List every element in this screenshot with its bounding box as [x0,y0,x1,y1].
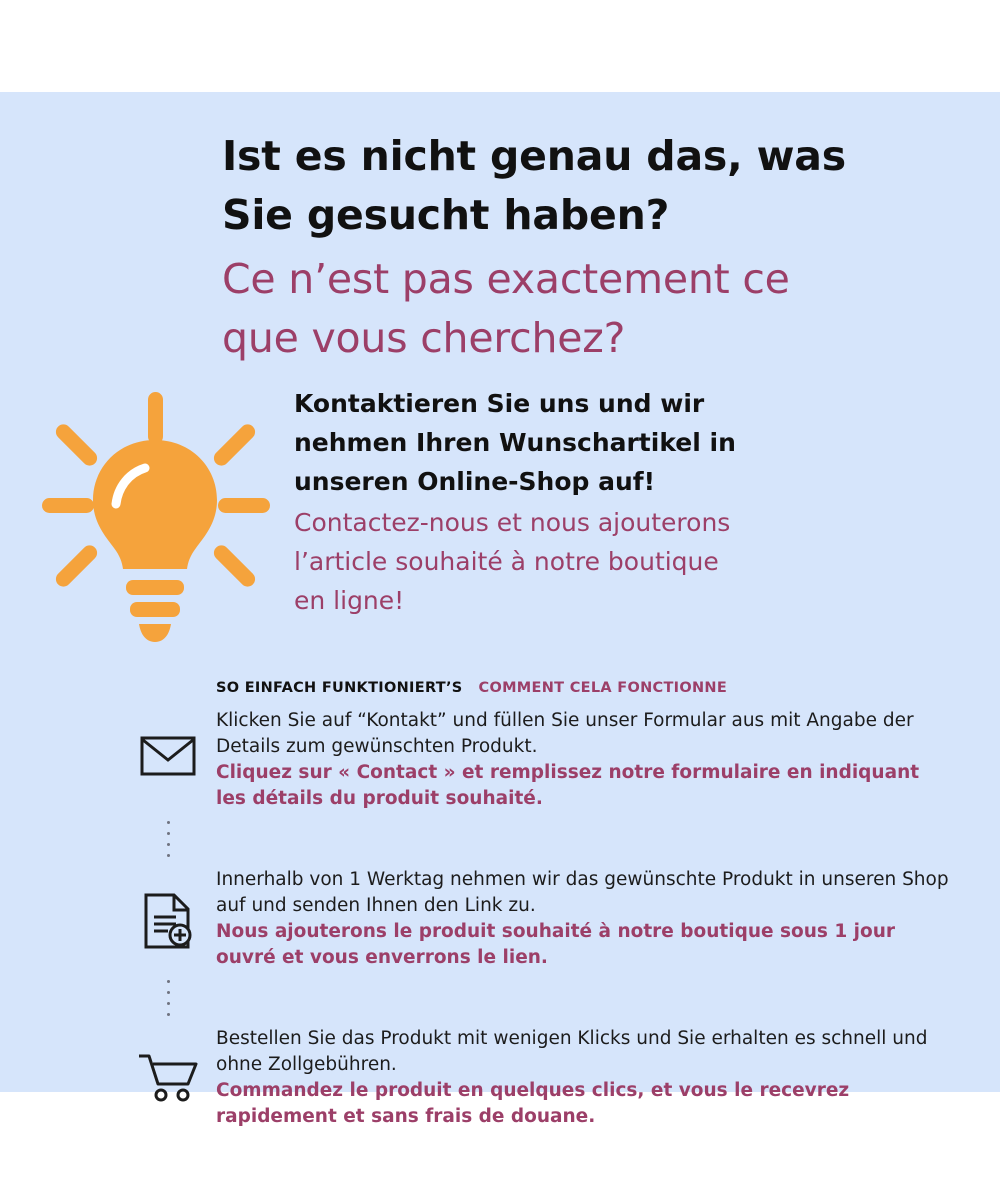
steps-list [120,708,950,1129]
dotted-connector-icon [120,811,216,867]
subhead-german [294,384,934,501]
subhead-french-line2: l’article souhaité à notre boutique [294,547,719,576]
promo-banner [0,92,1000,1127]
step-text-german: Innerhalb von 1 Werktag nehmen wir das gewünschte Produkt in unseren Shop auf und senden Ihnen den Link zu. [216,869,949,916]
lightbulb-icon [40,392,270,652]
step-text-french: Nous ajouterons le produit souhaité à notre boutique sous 1 jour ouvré et vous enverrons le lien. [216,921,895,968]
how-it-works-german: SO EINFACH FUNKTIONIERT’S [216,680,463,696]
step-connector [120,811,950,867]
headline-german [222,127,962,246]
shopping-cart-icon [120,1026,216,1102]
step-text-french: Cliquez sur « Contact » et remplissez notre formulaire en indiquant les détails du produit souhaité. [216,762,920,809]
step-text-german: Bestellen Sie das Produkt mit wenigen Klicks und Sie erhalten es schnell und ohne Zollgebühren. [216,1028,928,1075]
how-it-works-label [216,680,727,696]
headline-french [222,250,962,369]
step-text-german: Klicken Sie auf “Kontakt” und füllen Sie unser Formular aus mit Angabe der Details zum gewünschten Produkt. [216,710,914,757]
how-it-works-french: COMMENT CELA FONCTIONNE [478,680,728,696]
headline-french-line2: que vous cherchez? [222,314,626,363]
step-item [120,1026,950,1129]
dotted-connector-icon [120,970,216,1026]
step-text [216,708,950,811]
step-connector [120,970,950,1026]
step-item [120,708,950,811]
subhead-german-line3: unseren Online-Shop auf! [294,467,656,496]
subhead-german-line1: Kontaktieren Sie uns und wir [294,389,705,418]
headline-german-line1: Ist es nicht genau das, was [222,132,846,180]
subhead-german-line2: nehmen Ihren Wunschartikel in [294,428,736,457]
subhead-block [294,384,934,620]
subhead-french-line3: en ligne! [294,586,405,615]
step-text-french: Commandez le produit en quelques clics, et vous le recevrez rapidement et sans frais de douane. [216,1080,850,1127]
step-text [216,867,950,970]
document-add-icon [120,867,216,949]
step-text [216,1026,950,1129]
step-item [120,867,950,970]
subhead-french [294,503,934,620]
headline-german-line2: Sie gesucht haben? [222,191,670,240]
headline-french-line1: Ce n’est pas exactement ce [222,254,790,303]
subhead-french-line1: Contactez-nous et nous ajouterons [294,508,731,537]
envelope-icon [120,708,216,778]
headline-block [222,127,962,369]
